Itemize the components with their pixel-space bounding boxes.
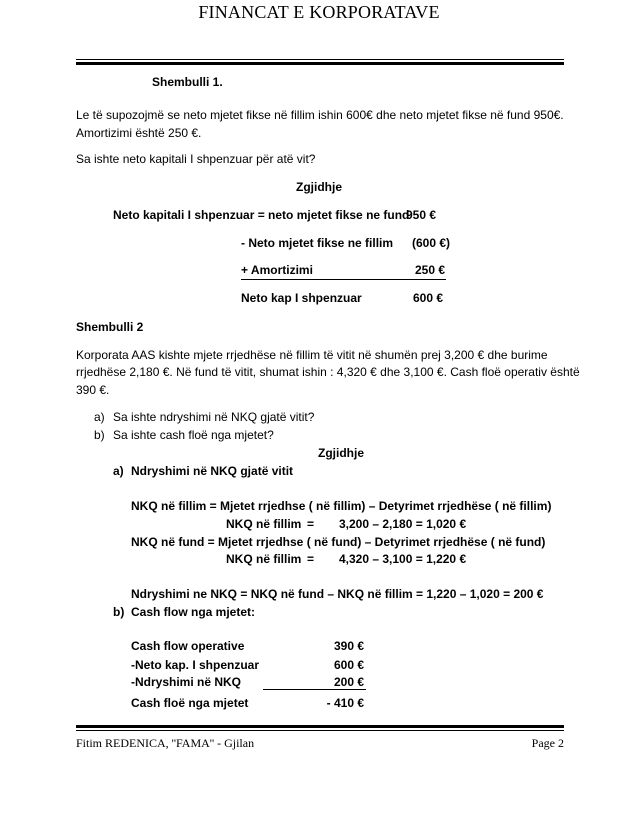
ex1-row-2-label: - Neto mjetet fikse ne fillim — [241, 236, 394, 250]
cf-row-4-label: Cash floë nga mjetet — [131, 696, 249, 710]
cf-sum-line — [263, 689, 366, 690]
nkq-end-label: NKQ në fillim — [226, 552, 302, 566]
nkq-start-formula: NKQ në fillim = Mjetet rrjedhse ( në fillim) – Detyrimet rrjedhëse ( në fillim) — [131, 499, 552, 513]
page-header-title: FINANCAT E KORPORATAVE — [198, 2, 440, 22]
nkq-start-label: NKQ në fillim — [226, 517, 302, 531]
example-2-text-line-1: Korporata AAS kishte mjete rrjedhëse në fillim të vitit në shumën prej 3,200 € dhe burime — [76, 348, 548, 362]
example-2-text-line-3: 390 €. — [76, 383, 110, 397]
cf-row-1-value: 390 € — [333, 639, 364, 653]
footer-rule-thick — [76, 725, 564, 728]
example-2-text-line-2: rrjedhëse 2,180 €. Në fund të vitit, shumat ishin : 4,320 € dhe 3,100 €. Cash floë operativ është — [76, 365, 580, 379]
nkq-change-formula: Ndryshimi ne NKQ = NKQ në fund – NKQ në fillim = 1,220 – 1,020 = 200 € — [131, 587, 544, 601]
example-1-text-line-1: Le të supozojmë se neto mjetet fikse në fillim ishin 600€ dhe neto mjetet fikse në fund 950€. — [76, 108, 564, 122]
nkq-end-formula: NKQ në fund = Mjetet rrjedhse ( në fund) – Detyrimet rrjedhëse ( në fund) — [131, 535, 546, 549]
example-1-text-line-2: Amortizimi është 250 €. — [76, 126, 202, 140]
nkq-start-equals: = — [307, 517, 315, 531]
cf-row-2-label: -Neto kap. I shpenzuar — [131, 658, 260, 672]
part-a-marker: a) — [113, 464, 124, 478]
example-2-heading: Shembulli 2 — [76, 320, 144, 334]
question-b-marker: b) — [94, 428, 105, 442]
ex1-row-3-value: 250 € — [415, 263, 446, 277]
nkq-start-calculation: 3,200 – 2,180 = 1,020 € — [339, 517, 467, 531]
cf-row-3-value: 200 € — [333, 675, 364, 689]
ex1-sum-line — [241, 279, 446, 280]
ex1-row-1-label: Neto kapitali I shpenzuar = neto mjetet fikse ne fund — [113, 208, 410, 222]
example-2-solution-heading: Zgjidhje — [318, 446, 364, 460]
cf-row-2-value: 600 € — [333, 658, 364, 672]
question-a-marker: a) — [94, 410, 105, 424]
example-1-solution-heading: Zgjidhje — [296, 180, 342, 194]
cf-row-1-label: Cash flow operative — [131, 639, 245, 653]
header-rule-thin — [76, 59, 564, 60]
ex1-row-3-label: + Amortizimi — [241, 263, 313, 277]
nkq-end-equals: = — [307, 552, 315, 566]
question-b-text: Sa ishte cash floë nga mjetet? — [113, 428, 274, 442]
ex1-row-4-label: Neto kap I shpenzuar — [241, 291, 362, 305]
part-a-title: Ndryshimi në NKQ gjatë vitit — [131, 464, 294, 478]
cf-row-3-label: -Ndryshimi në NKQ — [131, 675, 242, 689]
footer-author: Fitim REDENICA, ''FAMA'' - Gjilan — [76, 736, 255, 750]
example-1-heading: Shembulli 1. — [152, 75, 223, 89]
question-a-text: Sa ishte ndryshimi në NKQ gjatë vitit? — [113, 410, 315, 424]
nkq-end-calculation: 4,320 – 3,100 = 1,220 € — [339, 552, 467, 566]
footer-page-number: Page 2 — [531, 736, 564, 750]
header-rule-thick — [76, 62, 564, 65]
cf-row-4-value: - 410 € — [326, 696, 364, 710]
ex1-row-2-value: (600 €) — [412, 236, 451, 250]
part-b-marker: b) — [113, 605, 125, 619]
part-b-title: Cash flow nga mjetet: — [131, 605, 256, 619]
ex1-row-1-value: 950 € — [406, 208, 437, 222]
footer-rule-thin — [76, 730, 564, 731]
ex1-row-4-value: 600 € — [413, 291, 444, 305]
example-1-question: Sa ishte neto kapitali I shpenzuar për atë vit? — [76, 152, 316, 166]
